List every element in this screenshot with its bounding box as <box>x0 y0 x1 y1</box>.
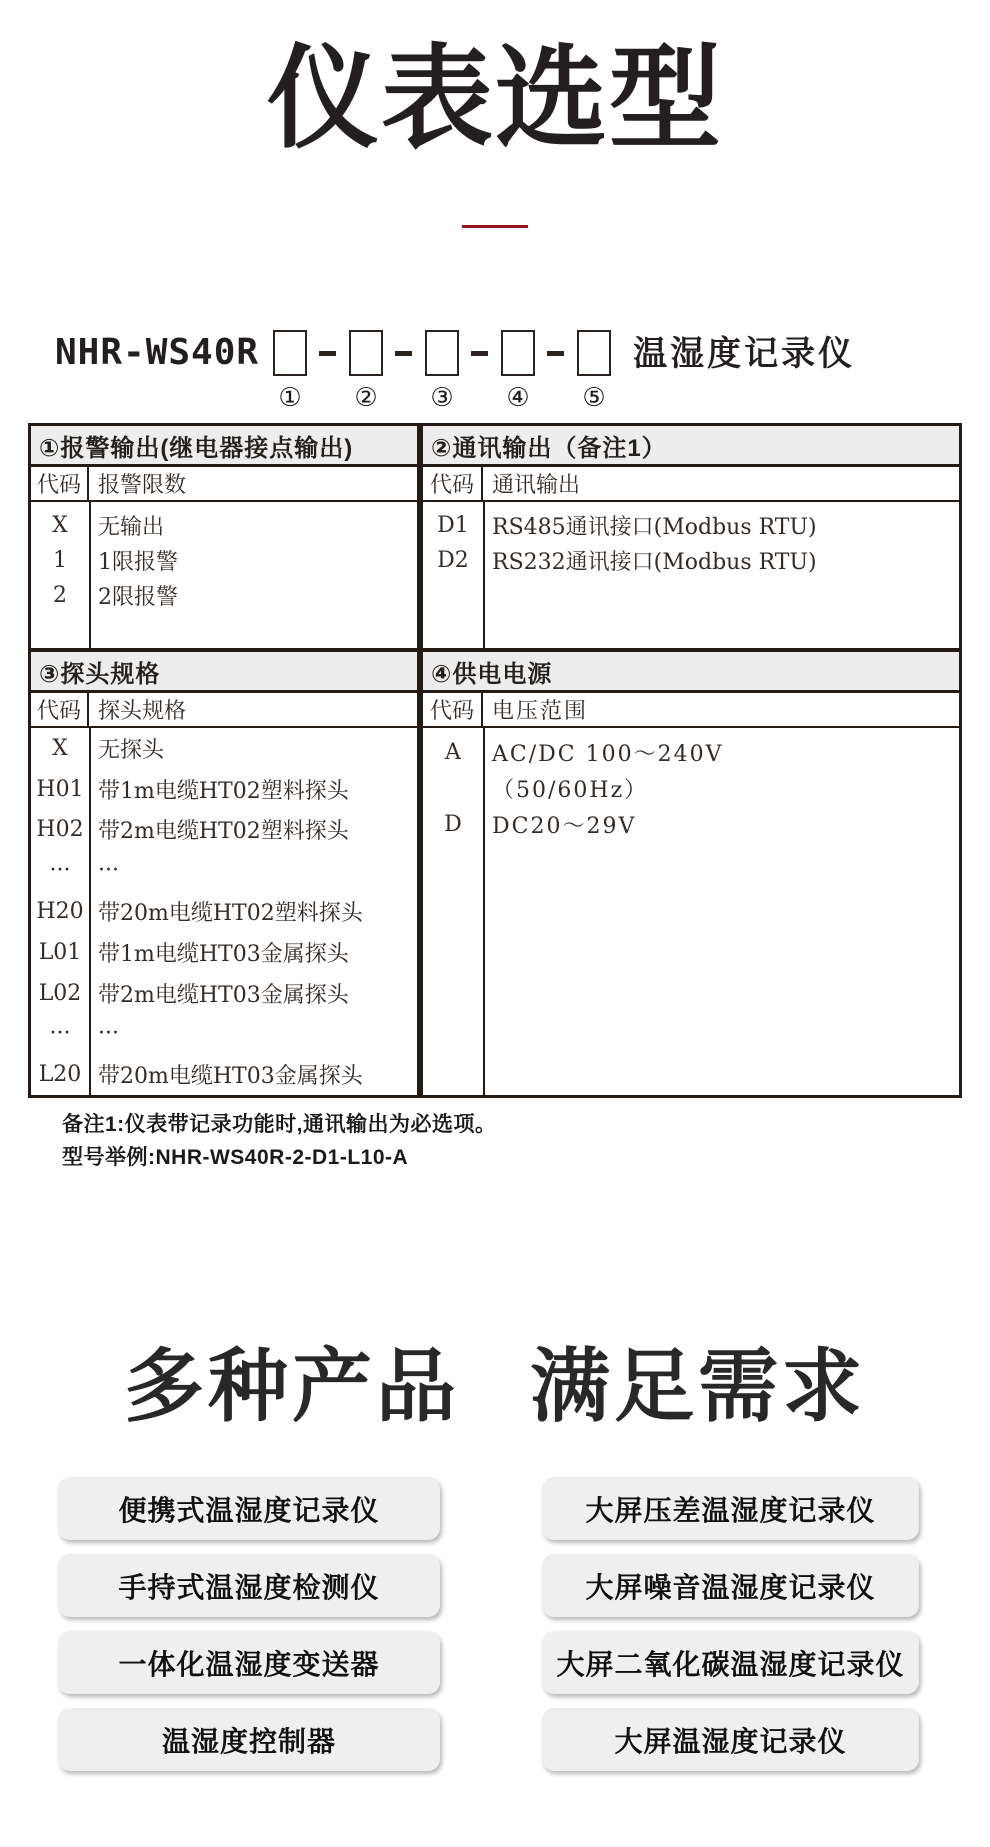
section-rows <box>31 728 417 1095</box>
model-code-box <box>273 330 307 376</box>
column-header <box>31 467 417 502</box>
row-code: L20 <box>38 1062 82 1088</box>
column-header-code: 代码 <box>31 693 89 726</box>
row-desc: 带20m电缆HT02塑料探头 <box>98 901 363 927</box>
model-code-line <box>55 330 855 411</box>
notes <box>62 1108 497 1174</box>
row-code: 2 <box>53 583 67 608</box>
section-title: ④供电电源 <box>423 652 959 693</box>
column-header-desc: 报警限数 <box>98 473 187 498</box>
section-title: ②通讯输出（备注1） <box>423 426 959 467</box>
model-slot <box>273 330 307 411</box>
row-code: L01 <box>38 939 82 965</box>
row-desc: AC/DC 100～240V <box>492 741 724 767</box>
section-title: ①报警输出(继电器接点输出) <box>31 426 417 467</box>
model-slot <box>501 330 535 411</box>
row-desc: 1限报警 <box>98 550 178 575</box>
model-slot <box>425 330 459 411</box>
note-line-1: 备注1:仪表带记录功能时,通讯输出为必选项。 <box>62 1113 497 1136</box>
table-row <box>31 769 417 810</box>
row-code: A <box>445 739 461 765</box>
model-slot <box>577 330 611 411</box>
product-button[interactable]: 便携式温湿度记录仪 <box>58 1477 440 1540</box>
product-button[interactable]: 一体化温湿度变送器 <box>58 1631 440 1694</box>
row-desc: ··· <box>98 858 119 884</box>
model-position-number: ⑤ <box>582 382 606 412</box>
row-code: X <box>52 735 68 761</box>
table-row <box>423 508 959 543</box>
table-row <box>31 973 417 1014</box>
row-code: 1 <box>53 548 67 573</box>
row-desc: DC20～29V <box>492 813 637 839</box>
table-row <box>423 770 959 806</box>
row-desc: 带2m电缆HT02塑料探头 <box>98 819 349 845</box>
section-rows <box>31 502 417 648</box>
row-desc: RS485通讯接口(Modbus RTU) <box>492 515 817 540</box>
model-position-number: ④ <box>506 382 530 412</box>
column-header-desc: 电压范围 <box>492 699 589 724</box>
row-code: H20 <box>36 899 84 925</box>
row-code: X <box>52 513 68 538</box>
model-code-box <box>349 330 383 376</box>
table-row <box>31 543 417 578</box>
model-slots <box>273 330 611 411</box>
row-code: D <box>444 811 462 837</box>
product-button[interactable]: 大屏二氧化碳温湿度记录仪 <box>542 1631 919 1694</box>
column-header <box>31 693 417 728</box>
section-rows <box>423 502 959 648</box>
model-product-label: 温湿度记录仪 <box>633 335 856 373</box>
page-title: 仪表选型 <box>267 36 723 161</box>
section-comm-output <box>423 426 959 648</box>
row-code: D1 <box>437 513 469 538</box>
note-line-2: 型号举例:NHR-WS40R-2-D1-L10-A <box>62 1146 409 1169</box>
products-heading-right: 满足需求 <box>530 1342 866 1431</box>
row-desc: （50/60Hz） <box>492 777 649 803</box>
model-code-box <box>501 330 535 376</box>
table-row <box>31 891 417 932</box>
row-code <box>423 770 483 806</box>
model-slot <box>349 330 383 411</box>
table-row <box>31 1013 417 1054</box>
row-desc: 带20m电缆HT03金属探头 <box>98 1064 363 1090</box>
model-position-number: ③ <box>430 382 454 412</box>
title-accent-line <box>462 225 528 228</box>
column-header <box>423 467 959 502</box>
row-desc: 2限报警 <box>98 585 178 610</box>
column-header-code: 代码 <box>423 693 483 726</box>
product-buttons-left-column <box>58 1477 440 1771</box>
row-desc: 带2m电缆HT03金属探头 <box>98 982 349 1008</box>
table-row <box>31 578 417 613</box>
row-code: D2 <box>437 548 469 573</box>
section-title: ③探头规格 <box>31 652 417 693</box>
column-header-desc: 通讯输出 <box>492 473 581 498</box>
table-row <box>31 728 417 769</box>
product-button[interactable]: 手持式温湿度检测仪 <box>58 1554 440 1617</box>
spec-table <box>28 423 962 1098</box>
products-heading <box>0 1322 990 1437</box>
section-rows <box>423 728 959 1095</box>
section-power-supply <box>423 652 959 1095</box>
row-code: H02 <box>36 817 84 843</box>
row-desc: 带1m电缆HT02塑料探头 <box>98 778 349 804</box>
row-desc: RS232通讯接口(Modbus RTU) <box>492 550 817 575</box>
product-button[interactable]: 温湿度控制器 <box>58 1708 440 1771</box>
column-header-code: 代码 <box>31 467 89 500</box>
column-header-code: 代码 <box>423 467 483 500</box>
column-header-desc: 探头规格 <box>98 699 187 724</box>
row-desc: 带1m电缆HT03金属探头 <box>98 941 349 967</box>
product-button[interactable]: 大屏温湿度记录仪 <box>542 1708 919 1771</box>
table-row <box>31 1054 417 1095</box>
table-row <box>423 734 959 770</box>
row-code: ··· <box>49 1021 71 1047</box>
row-desc: 无探头 <box>98 737 165 763</box>
product-button[interactable]: 大屏噪音温湿度记录仪 <box>542 1554 919 1617</box>
row-code: L02 <box>38 980 82 1006</box>
table-row <box>31 810 417 851</box>
table-row <box>31 932 417 973</box>
table-row <box>31 508 417 543</box>
model-prefix: NHR-WS40R <box>55 332 260 373</box>
model-code-box <box>577 330 611 376</box>
model-code-box <box>425 330 459 376</box>
table-row <box>423 806 959 842</box>
row-desc: ··· <box>98 1021 119 1047</box>
column-header <box>423 693 959 728</box>
products-heading-left: 多种产品 <box>124 1342 460 1431</box>
section-alarm-output <box>31 426 417 648</box>
row-code: ··· <box>49 858 71 884</box>
row-desc: 无输出 <box>98 515 165 540</box>
product-buttons-right-column <box>542 1477 919 1771</box>
table-row <box>31 850 417 891</box>
product-button[interactable]: 大屏压差温湿度记录仪 <box>542 1477 919 1540</box>
model-position-number: ① <box>278 382 302 412</box>
row-code: H01 <box>36 776 84 802</box>
section-probe-spec <box>31 652 417 1095</box>
table-row <box>423 543 959 578</box>
model-position-number: ② <box>354 382 378 412</box>
